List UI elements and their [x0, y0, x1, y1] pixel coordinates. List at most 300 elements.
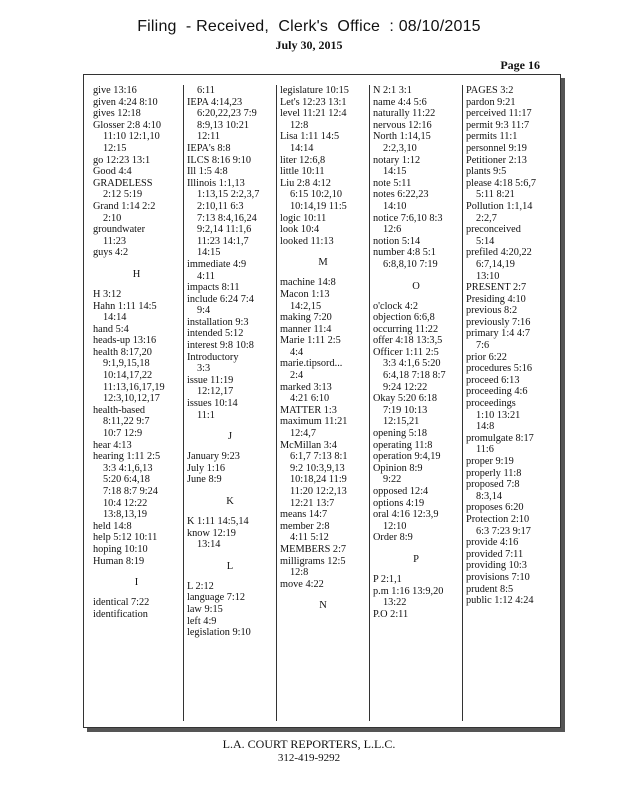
index-entry — [187, 474, 273, 486]
index-term: given 4:24 8:10 — [93, 96, 158, 108]
index-term: promulgate 8:17 — [466, 432, 534, 444]
index-continuation: 11:20 12:2,13 — [290, 486, 347, 497]
index-term: Ill 1:5 4:8 — [187, 166, 228, 178]
index-term: guys 4:2 — [93, 247, 129, 259]
index-term: previously 7:16 — [466, 316, 531, 328]
index-term: impacts 8:11 — [187, 282, 240, 294]
index-entry — [93, 521, 180, 533]
index-entry — [93, 289, 180, 301]
index-continuation: 1:13,15 2:2,3,7 — [197, 189, 260, 201]
index-continuation: 10:14,17,22 — [103, 370, 153, 382]
index-entry — [280, 131, 366, 154]
index-term: issues 10:14 — [187, 398, 238, 410]
index-entry — [373, 335, 459, 347]
index-entry — [466, 386, 552, 398]
index-term: marie.tipsord... — [280, 358, 343, 370]
index-entry — [187, 375, 273, 398]
index-term: GRADELESS — [93, 177, 153, 189]
index-term: look 10:4 — [280, 224, 320, 236]
index-term: North 1:14,15 — [373, 131, 431, 143]
index-term: hoping 10:10 — [93, 543, 148, 555]
index-term: identical 7:22 — [93, 597, 150, 609]
index-entry — [187, 592, 273, 604]
index-term: previous 8:2 — [466, 305, 518, 317]
section-letter: I — [134, 577, 139, 589]
index-entry — [373, 301, 459, 313]
index-entry — [466, 363, 552, 375]
index-continuation: 6:20,22,23 7:9 — [197, 108, 257, 120]
index-term: level 11:21 12:4 — [280, 108, 347, 120]
index-term: little 10:11 — [280, 166, 325, 178]
index-entry — [466, 514, 552, 537]
index-entry — [280, 521, 366, 544]
index-entry — [187, 340, 273, 352]
index-entry — [280, 335, 366, 358]
index-continuation: 9:2,14 11:1,6 — [197, 224, 252, 236]
index-term: p.m 1:16 13:9,20 — [373, 585, 444, 597]
index-continuation: 4:11 5:12 — [290, 532, 329, 544]
index-entry — [187, 85, 273, 97]
index-entry — [93, 335, 180, 347]
index-entry — [466, 398, 552, 433]
index-entry — [280, 556, 366, 579]
index-term: prefiled 4:20,22 — [466, 247, 532, 259]
index-term: proceed 6:13 — [466, 374, 520, 386]
index-entry — [187, 627, 273, 639]
index-entry — [466, 131, 552, 143]
index-continuation: 13:22 — [383, 597, 407, 609]
reporter-company: L.A. COURT REPORTERS, L.L.C. — [222, 737, 396, 751]
index-term: prior 6:22 — [466, 351, 507, 363]
index-term: properly 11:8 — [466, 467, 522, 479]
index-entry — [373, 85, 459, 97]
index-term: Lisa 1:11 14:5 — [280, 131, 340, 143]
index-entry — [466, 584, 552, 596]
index-entry — [373, 189, 459, 212]
index-term: machine 14:8 — [280, 277, 336, 289]
index-term: issue 11:19 — [187, 374, 234, 386]
index-entry — [187, 581, 273, 593]
index-continuation: 7:13 8:4,16,24 — [197, 212, 257, 224]
index-entry — [280, 579, 366, 591]
index-entry — [466, 352, 552, 364]
index-entry — [93, 85, 180, 97]
index-term: Order 8:9 — [373, 532, 413, 544]
index-entry — [93, 556, 180, 568]
index-entry — [373, 120, 459, 132]
index-term: P 2:1,1 — [373, 573, 402, 585]
reporter-phone: 312-419-9292 — [277, 752, 341, 764]
index-continuation: 9:22 — [383, 474, 402, 486]
index-continuation: 8:9,13 10:21 — [197, 119, 250, 131]
index-continuation: 12:15,21 — [383, 416, 420, 428]
index-entry — [280, 509, 366, 521]
index-entry — [187, 528, 273, 551]
index-continuation: 2:10,11 6:3 — [197, 200, 244, 212]
index-continuation: 6:11 — [197, 85, 215, 96]
index-term: ILCS 8:16 9:10 — [187, 154, 252, 166]
index-entry — [280, 85, 366, 97]
index-entry — [373, 586, 459, 609]
index-entry — [466, 294, 552, 306]
index-entry — [373, 247, 459, 270]
index-term: give 13:16 — [93, 85, 137, 96]
index-term: Let's 12:23 13:1 — [280, 96, 347, 108]
index-entry — [373, 532, 459, 544]
section-letter: P — [413, 553, 419, 565]
index-term: naturally 11:22 — [373, 108, 436, 120]
index-term: please 4:18 5:6,7 — [466, 177, 537, 189]
index-entry — [280, 213, 366, 225]
index-term: hand 5:4 — [93, 323, 129, 335]
index-entry — [466, 502, 552, 514]
index-continuation: 8:3,14 — [476, 490, 503, 502]
index-entry — [280, 324, 366, 336]
index-continuation: 2:2,7 — [476, 212, 497, 224]
index-term: McMillan 3:4 — [280, 439, 337, 451]
index-term: Illinois 1:1,13 — [187, 177, 245, 189]
index-term: public 1:12 4:24 — [466, 595, 534, 607]
index-term: providing 10:3 — [466, 560, 527, 572]
index-entry — [373, 440, 459, 452]
index-entry — [280, 108, 366, 131]
index-continuation: 2:12 5:19 — [103, 189, 143, 201]
index-term: Good 4:4 — [93, 166, 132, 178]
index-term: milligrams 12:5 — [280, 555, 346, 567]
index-continuation: 12:10 — [383, 520, 407, 532]
index-entry — [466, 433, 552, 456]
index-term: groundwater — [93, 224, 146, 236]
index-term: Okay 5:20 6:18 — [373, 393, 438, 405]
index-term: L 2:12 — [187, 580, 214, 592]
index-term: PAGES 3:2 — [466, 85, 514, 96]
index-term: held 14:8 — [93, 520, 132, 532]
index-term: notary 1:12 — [373, 154, 421, 166]
index-entry — [187, 259, 273, 282]
index-continuation: 6:8,8,10 7:19 — [383, 258, 438, 270]
index-continuation: 10:4 12:22 — [103, 497, 148, 509]
index-term: perceived 11:17 — [466, 108, 532, 120]
index-term: interest 9:8 10:8 — [187, 340, 254, 352]
index-continuation: 11:6 — [476, 444, 494, 456]
index-term: making 7:20 — [280, 312, 332, 324]
index-continuation: 7:6 — [476, 340, 490, 352]
index-entry — [187, 282, 273, 294]
index-term: June 8:9 — [187, 474, 222, 486]
index-entry — [466, 560, 552, 572]
index-term: IEPA's 8:8 — [187, 142, 231, 154]
index-continuation: 3:3 4:1,6,13 — [103, 462, 153, 474]
index-term: manner 11:4 — [280, 323, 332, 335]
index-entry — [187, 178, 273, 259]
index-continuation: 11:1 — [197, 409, 215, 421]
index-term: immediate 4:9 — [187, 258, 247, 270]
index-entry — [187, 516, 273, 528]
index-term: identification — [93, 608, 148, 620]
index-continuation: 11:10 12:1,10 — [103, 131, 160, 143]
index-term: know 12:19 — [187, 527, 236, 539]
index-entry — [280, 166, 366, 178]
index-term: Opinion 8:9 — [373, 462, 423, 474]
index-term: Marie 1:11 2:5 — [280, 335, 341, 347]
index-continuation: 4:21 6:10 — [290, 393, 330, 405]
index-entry — [187, 166, 273, 178]
index-term: legislature 10:15 — [280, 85, 349, 96]
index-entry — [466, 595, 552, 607]
index-entry — [373, 393, 459, 428]
index-entry — [93, 324, 180, 336]
section-letter: H — [132, 268, 141, 280]
index-continuation: 11:23 — [103, 235, 127, 247]
index-entry — [187, 451, 273, 463]
index-term: language 7:12 — [187, 592, 246, 604]
index-entry — [93, 247, 180, 259]
index-entry — [373, 609, 459, 621]
index-continuation: 12:6 — [383, 224, 402, 236]
index-entry — [373, 97, 459, 109]
index-term: opening 5:18 — [373, 428, 428, 440]
index-term: move 4:22 — [280, 578, 324, 590]
index-term: offer 4:18 13:3,5 — [373, 335, 443, 347]
index-continuation: 2:10 — [103, 212, 122, 224]
index-entry — [373, 213, 459, 236]
index-entry — [93, 440, 180, 452]
index-entry — [93, 120, 180, 155]
index-term: notes 6:22,23 — [373, 189, 429, 201]
index-frame — [83, 74, 561, 728]
index-continuation: 10:7 12:9 — [103, 428, 143, 440]
index-entry — [373, 428, 459, 440]
index-entry — [187, 463, 273, 475]
section-letter: O — [412, 280, 420, 292]
index-term: installation 9:3 — [187, 316, 249, 328]
transcript-date: July 30, 2015 — [275, 38, 343, 52]
index-continuation: 12:3,10,12,17 — [103, 393, 160, 405]
index-entry — [93, 405, 180, 440]
index-entry — [93, 597, 180, 609]
index-term: help 5:12 10:11 — [93, 532, 158, 544]
index-term: provisions 7:10 — [466, 571, 530, 583]
index-term: permit 9:3 11:7 — [466, 119, 530, 131]
index-term: MATTER 1:3 — [280, 404, 337, 416]
index-term: preconceived — [466, 224, 521, 236]
index-column — [183, 85, 276, 721]
index-entry — [466, 224, 552, 247]
index-entry — [187, 398, 273, 421]
index-entry — [280, 312, 366, 324]
index-term: Human 8:19 — [93, 555, 145, 567]
index-term: Grand 1:14 2:2 — [93, 200, 156, 212]
index-term: law 9:15 — [187, 603, 223, 615]
index-term: opposed 12:4 — [373, 486, 429, 497]
index-entry — [187, 328, 273, 340]
index-entry — [466, 305, 552, 317]
index-continuation: 7:18 8:7 9:24 — [103, 486, 158, 497]
index-entry — [93, 155, 180, 167]
index-continuation: 13:14 — [197, 539, 221, 551]
index-entry — [280, 178, 366, 213]
index-entry — [93, 347, 180, 405]
index-entry — [466, 166, 552, 178]
index-term: pardon 9:21 — [466, 96, 516, 108]
index-continuation: 7:19 10:13 — [383, 404, 428, 416]
index-column — [90, 85, 183, 721]
index-continuation: 12:8 — [290, 567, 309, 579]
index-term: notice 7:6,10 8:3 — [373, 212, 443, 224]
index-entry — [93, 451, 180, 521]
index-term: hearing 1:11 2:5 — [93, 451, 161, 463]
index-entry — [466, 317, 552, 329]
index-entry — [373, 178, 459, 190]
index-continuation: 5:20 6:4,18 — [103, 474, 150, 486]
index-term: personnel 9:19 — [466, 142, 527, 154]
index-continuation: 11:23 14:1,7 — [197, 235, 249, 247]
section-letter: L — [226, 560, 234, 572]
index-continuation: 5:14 — [476, 235, 495, 247]
index-entry — [93, 544, 180, 556]
index-term: PRESENT 2:7 — [466, 282, 527, 294]
index-entry — [466, 85, 552, 97]
index-column — [369, 85, 462, 721]
section-letter: J — [227, 431, 233, 443]
index-term: marked 3:13 — [280, 381, 332, 393]
index-continuation: 14:8 — [476, 421, 495, 433]
index-term: procedures 5:16 — [466, 363, 533, 375]
index-entry — [93, 178, 180, 201]
index-entry — [373, 131, 459, 154]
index-entry — [373, 486, 459, 498]
index-term: Protection 2:10 — [466, 513, 530, 525]
index-term: oral 4:16 12:3,9 — [373, 509, 439, 521]
index-term: Introductory — [187, 351, 239, 363]
index-continuation: 14:14 — [103, 312, 127, 324]
index-term: include 6:24 7:4 — [187, 293, 254, 305]
index-continuation: 14:14 — [290, 142, 314, 154]
index-entry — [466, 282, 552, 294]
index-entry — [280, 358, 366, 381]
index-continuation: 5:11 8:21 — [476, 189, 515, 201]
index-continuation: 3:3 — [197, 363, 211, 375]
index-column — [276, 85, 369, 721]
index-continuation: 9:4 — [197, 305, 211, 317]
index-entry — [280, 236, 366, 248]
index-continuation: 13:8,13,19 — [103, 509, 148, 521]
index-entry — [93, 532, 180, 544]
index-continuation: 4:11 — [197, 270, 215, 282]
index-term: left 4:9 — [187, 615, 217, 627]
index-term: operation 9:4,19 — [373, 451, 441, 463]
index-entry — [373, 509, 459, 532]
index-continuation: 2:2,3,10 — [383, 142, 417, 154]
index-entry — [466, 328, 552, 351]
section-letter: K — [226, 496, 234, 507]
index-term: provide 4:16 — [466, 537, 519, 549]
index-entry — [466, 178, 552, 201]
index-entry — [466, 479, 552, 502]
filing-stamp: Filing - Received, Clerk's Office : 08/10/2015 — [137, 18, 481, 35]
index-continuation: 6:3 7:23 9:17 — [476, 525, 531, 537]
index-entry — [373, 574, 459, 586]
index-entry — [373, 451, 459, 463]
index-entry — [187, 317, 273, 329]
index-term: means 14:7 — [280, 509, 328, 521]
index-term: liter 12:6,8 — [280, 154, 326, 166]
index-term: P.O 2:11 — [373, 608, 409, 620]
index-entry — [466, 537, 552, 549]
index-term: looked 11:13 — [280, 235, 334, 247]
index-term: go 12:23 13:1 — [93, 154, 151, 166]
index-entry — [280, 382, 366, 405]
index-term: Presiding 4:10 — [466, 293, 526, 305]
index-term: occurring 11:22 — [373, 323, 439, 335]
index-entry — [93, 108, 180, 120]
index-entry — [280, 289, 366, 312]
index-continuation: 6:7,14,19 — [476, 258, 515, 270]
index-entry — [280, 405, 366, 417]
index-continuation: 12:8 — [290, 119, 309, 131]
index-entry — [373, 463, 459, 486]
index-continuation: 10:18,24 11:9 — [290, 474, 347, 486]
index-term: o'clock 4:2 — [373, 300, 419, 312]
index-term: gives 12:18 — [93, 108, 141, 120]
index-term: heads-up 13:16 — [93, 335, 157, 347]
index-term: health 8:17,20 — [93, 346, 152, 358]
index-entry — [280, 97, 366, 109]
index-continuation: 8:11,22 9:7 — [103, 416, 150, 428]
index-continuation: 12:15 — [103, 142, 127, 154]
index-term: prudent 8:5 — [466, 583, 514, 595]
index-term: plants 9:5 — [466, 166, 507, 178]
index-entry — [280, 416, 366, 439]
index-term: nervous 12:16 — [373, 119, 432, 131]
index-term: proposed 7:8 — [466, 479, 520, 491]
index-entry — [373, 155, 459, 178]
page-number: Page 16 — [500, 58, 540, 72]
index-entry — [280, 277, 366, 289]
index-continuation: 14:2,15 — [290, 300, 322, 312]
index-term: N 2:1 3:1 — [373, 85, 412, 96]
index-entry — [466, 120, 552, 132]
index-term: MEMBERS 2:7 — [280, 543, 347, 555]
index-entry — [280, 224, 366, 236]
index-continuation: 13:10 — [476, 270, 500, 282]
index-entry — [373, 312, 459, 324]
index-column — [462, 85, 555, 721]
index-term: proceeding 4:6 — [466, 386, 528, 398]
index-entry — [466, 108, 552, 120]
index-entry — [187, 143, 273, 155]
index-term: maximum 11:21 — [280, 416, 348, 428]
index-term: Hahn 1:11 14:5 — [93, 300, 157, 312]
index-term: January 9:23 — [187, 451, 240, 463]
index-continuation: 6:1,7 7:13 8:1 — [290, 451, 348, 463]
index-term: H 3:12 — [93, 288, 122, 300]
index-term: Glosser 2:8 4:10 — [93, 119, 162, 131]
index-entry — [466, 247, 552, 282]
index-entry — [93, 97, 180, 109]
index-entry — [280, 440, 366, 510]
index-entry — [466, 155, 552, 167]
index-columns — [90, 85, 556, 721]
index-term: number 4:8 5:1 — [373, 247, 436, 259]
index-term: health-based — [93, 404, 146, 416]
index-entry — [93, 609, 180, 621]
index-entry — [187, 155, 273, 167]
index-entry — [280, 155, 366, 167]
index-continuation: 2:4 — [290, 370, 304, 382]
index-entry — [373, 236, 459, 248]
index-term: proceedings — [466, 398, 516, 410]
